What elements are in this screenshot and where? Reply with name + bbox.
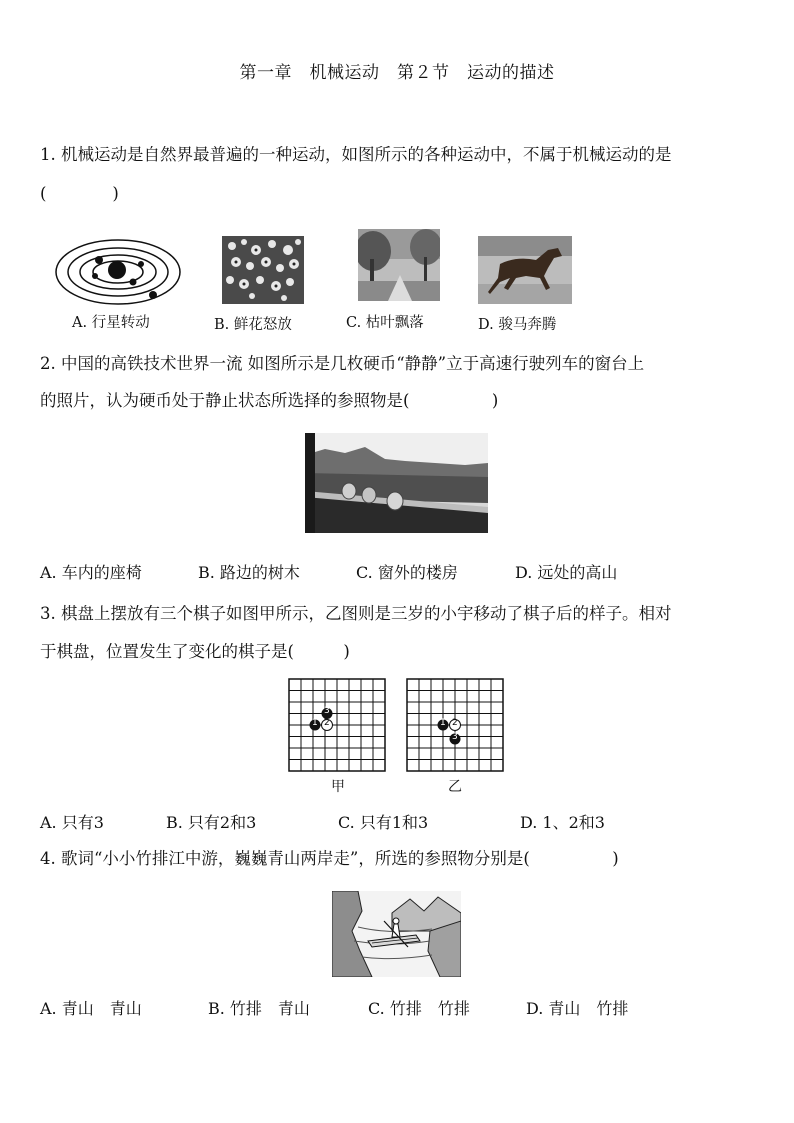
board-label-yi: 乙 <box>448 779 462 795</box>
piece-3-label-yi: 3 <box>452 732 458 742</box>
piece-2-label-yi: 2 <box>452 718 458 728</box>
q3-option-a: A. 只有3 <box>40 813 104 832</box>
q2-option-a: A. 车内的座椅 <box>40 563 142 582</box>
option-c-caption: C. 枯叶飘落 <box>346 315 424 331</box>
piece-1-label-yi: 1 <box>440 718 446 728</box>
bamboo-raft-illustration <box>332 891 461 977</box>
q3-option-d: D. 1、2和3 <box>520 813 605 832</box>
page-title: 第一章 机械运动 第２节 运动的描述 <box>239 63 555 83</box>
q4-option-a: A. 青山 青山 <box>40 999 142 1018</box>
piece-3-label: 3 <box>324 706 330 716</box>
option-d-caption: D. 骏马奔腾 <box>478 317 557 333</box>
planet-orbit-diagram <box>55 238 185 306</box>
piece-2-label: 2 <box>324 718 330 728</box>
galloping-horse-photo <box>478 236 572 304</box>
question-3-text: 3. 棋盘上摆放有三个棋子如图甲所示，乙图则是三岁的小宇移动了棋子后的样子。相对 <box>40 604 672 623</box>
q2-option-b: B. 路边的树木 <box>198 563 300 582</box>
question-2-text-cont: 的照片，认为硬币处于静止状态所选择的参照物是( ) <box>40 391 499 410</box>
question-3-text-cont: 于棋盘，位置发生了变化的棋子是( ) <box>40 642 350 661</box>
falling-leaves-photo <box>358 229 440 301</box>
chessboard-yi <box>406 678 504 772</box>
chessboard-jia <box>288 678 386 772</box>
q3-option-c: C. 只有1和3 <box>338 813 429 832</box>
question-1-text: 1. 机械运动是自然界最普遍的一种运动，如图所示的各种运动中，不属于机械运动的是 <box>40 145 672 164</box>
q3-option-b: B. 只有2和3 <box>166 813 257 832</box>
question-4-text: 4. 歌词“小小竹排江中游，巍巍青山两岸走”，所选的参照物分别是( ) <box>40 849 619 868</box>
train-window-coins-photo <box>305 433 488 533</box>
board-label-jia: 甲 <box>331 779 345 795</box>
piece-1-label: 1 <box>312 718 318 728</box>
q4-option-c: C. 竹排 竹排 <box>368 999 470 1018</box>
q4-option-b: B. 竹排 青山 <box>208 999 310 1018</box>
q2-option-d: D. 远处的高山 <box>515 563 618 582</box>
question-2-text: 2. 中国的高铁技术世界一流 如图所示是几枚硬币“静静”立于高速行驶列车的窗台上 <box>40 354 645 373</box>
option-a-caption: A. 行星转动 <box>72 315 150 331</box>
q2-option-c: C. 窗外的楼房 <box>356 563 458 582</box>
flowers-photo <box>222 236 304 304</box>
question-1-answer-blank: ( ) <box>40 184 119 203</box>
q4-option-d: D. 青山 竹排 <box>526 999 629 1018</box>
option-b-caption: B. 鲜花怒放 <box>214 317 292 333</box>
